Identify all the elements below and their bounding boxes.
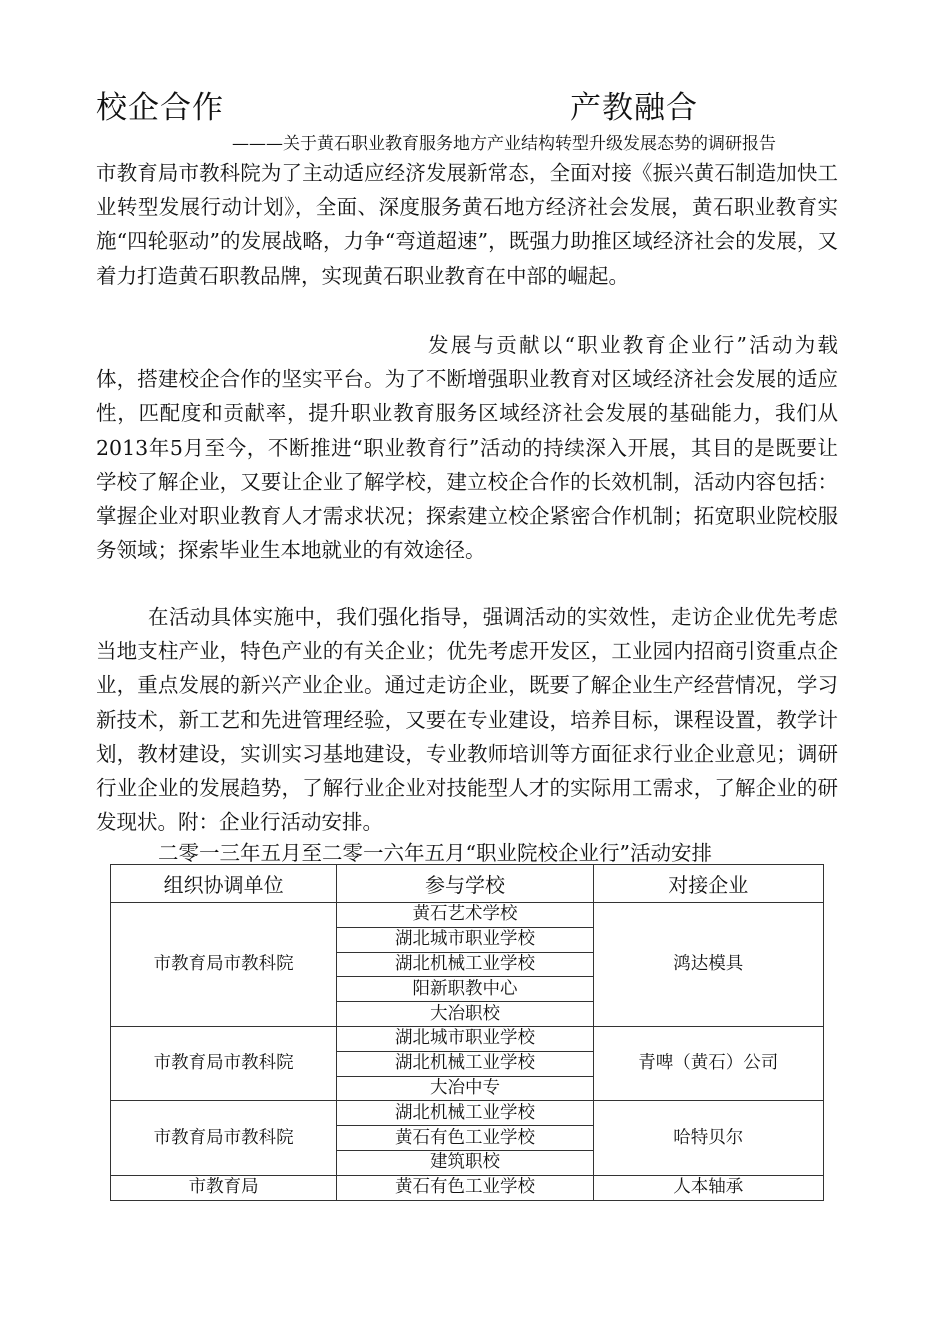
org-cell: 市教育局 <box>111 1175 337 1200</box>
school-cell: 黄石有色工业学校 <box>337 1175 593 1200</box>
school-cell: 黄石有色工业学校 <box>337 1126 593 1151</box>
table-caption: 二零一三年五月至二零一六年五月“职业院校企业行”活动安排 <box>158 841 712 865</box>
title-right: 产教融合 <box>570 90 698 126</box>
company-cell: 人本轴承 <box>593 1175 823 1200</box>
paragraph-development: 发展与贡献以“职业教育企业行”活动为载体，搭建校企合作的坚实平台。为了不断增强职业教育对区域经济社会发展的适应性，匹配度和贡献率，提升职业教育服务区域经济社会发展的基础能力，我们从2013年5月至今，不断推进“职业教育行”活动的持续深入开展，其目的是既要让学校了解企业，又要让企业了解学校，建立校企合作的长效机制，活动内容包括：掌握企业对职业教育人才需求状况；探索建立校企紧密合作机制；拓宽职业院校服务领域；探索毕业生本地就业的有效途径。 <box>96 333 838 563</box>
header-org: 组织协调单位 <box>111 865 337 903</box>
school-cell: 湖北城市职业学校 <box>337 1026 593 1051</box>
school-cell: 阳新职教中心 <box>337 977 593 1002</box>
header-school: 参与学校 <box>337 865 593 903</box>
company-cell: 青啤（黄石）公司 <box>593 1026 823 1100</box>
school-cell: 湖北机械工业学校 <box>337 1051 593 1076</box>
company-cell: 哈特贝尔 <box>593 1101 823 1175</box>
table-row <box>111 1175 824 1200</box>
title-left: 校企合作 <box>96 90 224 126</box>
table-row <box>111 1101 824 1126</box>
header-company: 对接企业 <box>593 865 823 903</box>
school-cell: 湖北城市职业学校 <box>337 927 593 952</box>
subtitle: ———关于黄石职业教育服务地方产业结构转型升级发展态势的调研报告 <box>232 134 776 154</box>
table-header-row <box>111 865 824 903</box>
org-cell: 市教育局市教科院 <box>111 1026 337 1100</box>
paragraph-intro: 市教育局市教科院为了主动适应经济发展新常态，全面对接《振兴黄石制造加快工业转型发展行动计划》，全面、深度服务黄石地方经济社会发展，黄石职业教育实施“四轮驱动”的发展战略，力争“弯道超速”，既强力助推区域经济社会的发展，又着力打造黄石职教品牌，实现黄石职业教育在中部的崛起。 <box>96 161 838 288</box>
school-cell: 湖北机械工业学校 <box>337 952 593 977</box>
org-cell: 市教育局市教科院 <box>111 1101 337 1175</box>
paragraph-implementation: 在活动具体实施中，我们强化指导，强调活动的实效性，走访企业优先考虑当地支柱产业，特色产业的有关企业；优先考虑开发区，工业园内招商引资重点企业，重点发展的新兴产业企业。通过走访企业，既要了解企业生产经营情况，学习新技术，新工艺和先进管理经验，又要在专业建设，培养目标，课程设置，教学计划，教材建设，实训实习基地建设，专业教师培训等方面征求行业企业意见；调研行业企业的发展趋势，了解行业企业对技能型人才的实际用工需求，了解企业的研发现状。附：企业行活动安排。 <box>96 605 838 835</box>
school-cell: 建筑职校 <box>337 1150 593 1175</box>
org-cell: 市教育局市教科院 <box>111 903 337 1027</box>
activity-table <box>110 864 824 1201</box>
school-cell: 大冶职校 <box>337 1002 593 1027</box>
company-cell: 鸿达模具 <box>593 903 823 1027</box>
school-cell: 黄石艺术学校 <box>337 903 593 928</box>
school-cell: 大冶中专 <box>337 1076 593 1101</box>
table-row <box>111 903 824 928</box>
table-row <box>111 1026 824 1051</box>
school-cell: 湖北机械工业学校 <box>337 1101 593 1126</box>
